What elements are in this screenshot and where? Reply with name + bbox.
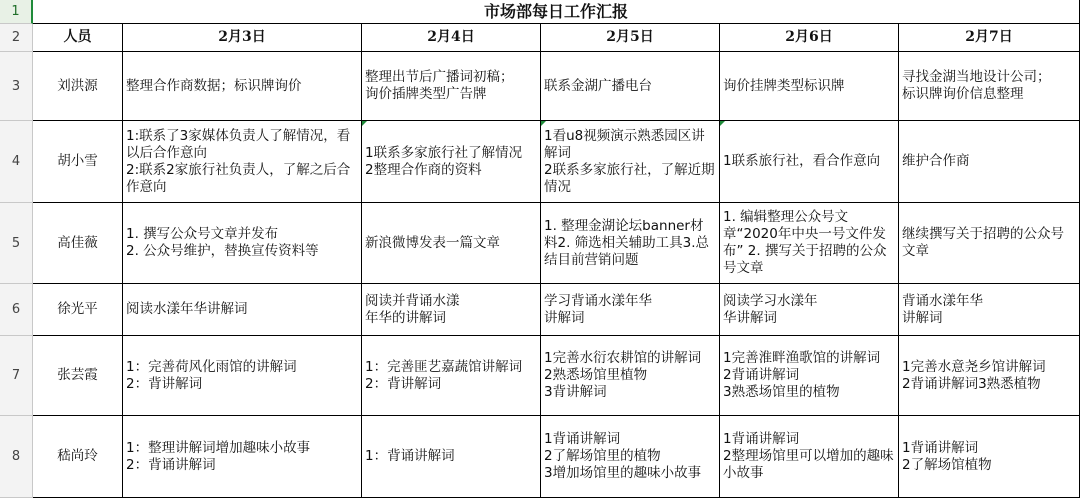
- task-cell[interactable]: 联系金湖广播电台: [541, 52, 720, 121]
- task-cell[interactable]: 1联系旅行社，看合作意向: [720, 121, 899, 203]
- sheet-title[interactable]: 市场部每日工作汇报: [33, 0, 1080, 24]
- task-cell[interactable]: 1背诵讲解词 2了解场馆植物: [899, 416, 1080, 498]
- task-cell[interactable]: 继续撰写关于招聘的公众号文章: [899, 203, 1080, 284]
- task-cell[interactable]: 1完善水意尧乡馆讲解词 2背诵讲解词3熟悉植物: [899, 336, 1080, 416]
- person-name[interactable]: 高佳薇: [33, 203, 123, 284]
- comment-indicator-icon[interactable]: [541, 121, 546, 126]
- row-number[interactable]: 3: [0, 52, 33, 121]
- header-date[interactable]: 2月7日: [899, 24, 1080, 52]
- task-cell[interactable]: 1：完善匪艺嘉蔬馆讲解词 2：背讲解词: [362, 336, 541, 416]
- task-cell[interactable]: 维护合作商: [899, 121, 1080, 203]
- task-cell[interactable]: 阅读学习水漾年 华讲解词: [720, 284, 899, 336]
- header-date[interactable]: 2月3日: [123, 24, 362, 52]
- task-cell[interactable]: 整理合作商数据；标识牌询价: [123, 52, 362, 121]
- comment-indicator-icon[interactable]: [720, 121, 725, 126]
- row-number[interactable]: 8: [0, 416, 33, 498]
- table-row: [0, 52, 1080, 121]
- task-cell[interactable]: 1看u8视频演示熟悉园区讲解词 2联系多家旅行社，了解近期情况: [541, 121, 720, 203]
- task-cell[interactable]: 1:联系了3家媒体负责人了解情况，看以后合作意向 2:联系2家旅行社负责人，了解之后合作意向: [123, 121, 362, 203]
- row-number[interactable]: 7: [0, 336, 33, 416]
- task-cell[interactable]: 1背诵讲解词 2整理场馆里可以增加的趣味小故事: [720, 416, 899, 498]
- person-name[interactable]: 嵇尚玲: [33, 416, 123, 498]
- task-cell[interactable]: 1. 编辑整理公众号文章“2020年中央一号文件发布” 2. 撰写关于招聘的公众号文章: [720, 203, 899, 284]
- task-cell[interactable]: 1完善水衍农耕馆的讲解词 2熟悉场馆里植物 3背讲解词: [541, 336, 720, 416]
- header-row: [0, 24, 1080, 52]
- row-number[interactable]: 4: [0, 121, 33, 203]
- task-cell[interactable]: 1联系多家旅行社了解情况 2整理合作商的资料: [362, 121, 541, 203]
- task-cell[interactable]: 1. 撰写公众号文章并发布 2. 公众号维护，替换宣传资料等: [123, 203, 362, 284]
- task-cell[interactable]: 1：完善荷风化雨馆的讲解词 2：背讲解词: [123, 336, 362, 416]
- comment-indicator-icon[interactable]: [362, 121, 367, 126]
- header-date[interactable]: 2月5日: [541, 24, 720, 52]
- task-cell[interactable]: 整理出节后广播词初稿； 询价插牌类型广告牌: [362, 52, 541, 121]
- person-name[interactable]: 刘洪源: [33, 52, 123, 121]
- person-name[interactable]: 徐光平: [33, 284, 123, 336]
- row-number[interactable]: 5: [0, 203, 33, 284]
- person-name[interactable]: 胡小雪: [33, 121, 123, 203]
- table-row: [0, 284, 1080, 336]
- task-cell[interactable]: 1：背诵讲解词: [362, 416, 541, 498]
- task-cell[interactable]: 阅读并背诵水漾 年华的讲解词: [362, 284, 541, 336]
- task-cell[interactable]: 学习背诵水漾年华 讲解词: [541, 284, 720, 336]
- task-cell[interactable]: 背诵水漾年华 讲解词: [899, 284, 1080, 336]
- header-date[interactable]: 2月6日: [720, 24, 899, 52]
- row-number[interactable]: 6: [0, 284, 33, 336]
- task-cell[interactable]: 阅读水漾年华讲解词: [123, 284, 362, 336]
- task-cell[interactable]: 新浪微博发表一篇文章: [362, 203, 541, 284]
- row-number[interactable]: 2: [0, 24, 33, 52]
- task-cell[interactable]: 1. 整理金湖论坛banner材料2. 筛选相关辅助工具3.总结目前营销问题: [541, 203, 720, 284]
- person-name[interactable]: 张芸霞: [33, 336, 123, 416]
- task-cell[interactable]: 寻找金湖当地设计公司； 标识牌询价信息整理: [899, 52, 1080, 121]
- task-cell[interactable]: 1完善淮畔渔歌馆的讲解词 2背诵讲解词 3熟悉场馆里的植物: [720, 336, 899, 416]
- table-row: [0, 203, 1080, 284]
- task-cell[interactable]: 1背诵讲解词 2了解场馆里的植物 3增加场馆里的趣味小故事: [541, 416, 720, 498]
- header-person[interactable]: 人员: [33, 24, 123, 52]
- title-row: [0, 0, 1080, 24]
- table-row: [0, 336, 1080, 416]
- table-row: [0, 416, 1080, 498]
- task-cell[interactable]: 询价挂牌类型标识牌: [720, 52, 899, 121]
- task-cell[interactable]: 1：整理讲解词增加趣味小故事 2：背诵讲解词: [123, 416, 362, 498]
- row-number[interactable]: 1: [0, 0, 33, 24]
- header-date[interactable]: 2月4日: [362, 24, 541, 52]
- table-row: [0, 121, 1080, 203]
